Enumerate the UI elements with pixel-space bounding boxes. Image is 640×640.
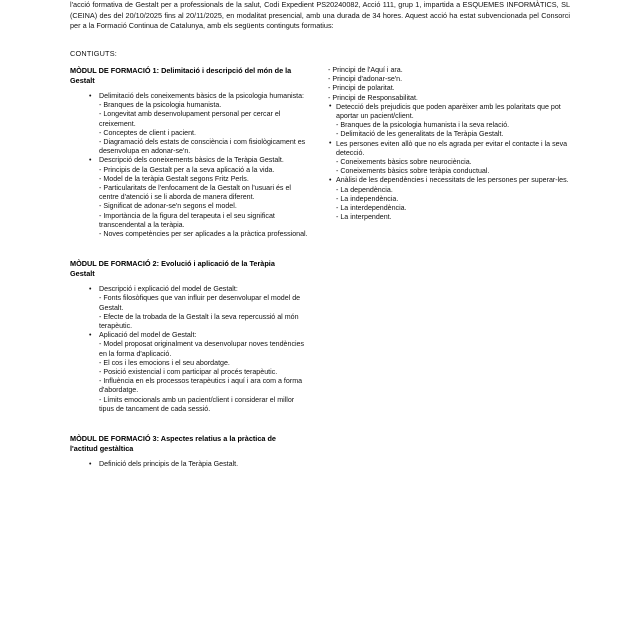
module-1-bullet-list [70, 92, 310, 239]
sub-line: - Particularitats de l'enfocament de la Gestalt on l'usuari és el centre d'atenció i se li aborda de manera diferent. [99, 184, 291, 202]
dash-line: - Principi d'adonar-se'n. [328, 75, 403, 84]
intro-paragraph: l'acció formativa de Gestalt per a professionals de la salut, Codi Expedient PS20240082, Acció 111, grup 1, impartida a ESQUEMES INFORMÀTICS, SL (CEINA) des del 20/10/2025 fins al 20/11/2025, en modalitat presencial, amb una durada de 34 hores. Aquest acció ha estat subvencionada pel Consorci per a la Formació Continua de Catalunya, amb els següents continguts formatius: [70, 0, 570, 31]
dash-line: - Principi de Responsabilitat. [328, 93, 418, 102]
sub-line: - Delimitació de les generalitats de la Teràpia Gestalt. [336, 130, 504, 139]
bullet-label: Aplicació del model de Gestalt: [99, 331, 197, 340]
sub-line: - Efecte de la trobada de la Gestalt i la seva repercussió al món terapèutic. [99, 312, 299, 331]
sub-line: - Coneixements bàsics sobre teràpia conductual. [336, 167, 490, 176]
sub-line: - La dependència. [336, 185, 393, 194]
list-item [326, 140, 576, 177]
bullet-label: Descripció i explicació del model de Gestalt: [99, 285, 238, 294]
sub-line: - Branques de la psicologia humanista. [99, 101, 222, 110]
list-item [86, 331, 310, 414]
list-item [86, 460, 310, 469]
sub-line: - Principis de la Gestalt per a la seva aplicació a la vida. [99, 165, 275, 174]
dash-line: - Principi de l'Aquí i ara. [328, 66, 403, 74]
sub-line: - Posició existencial i com participar al procés terapèutic. [99, 368, 278, 377]
module-3-bullet-list [70, 460, 310, 469]
right-column [318, 66, 576, 222]
list-item [326, 103, 576, 140]
module-3-title: MÒDUL DE FORMACIÓ 3: Aspectes relatius a la pràctica de l'actitud gestàltica [70, 434, 276, 454]
bullet-label: Descripció dels coneixements bàsics de la Teràpia Gestalt. [99, 156, 284, 165]
sub-line: - La interdependència. [336, 204, 407, 213]
right-bullet-list [318, 103, 576, 223]
sub-line: - Influència en els processos terapèutics i aquí i ara com a forma d'abordatge. [99, 377, 303, 395]
sub-line: - Model proposat originalment va desenvolupar noves tendències en la forma d'aplicació. [99, 340, 305, 358]
sub-line: - La interpendent. [336, 213, 392, 222]
sub-line: - Diagramació dels estats de consciència i com fisiològicament es desenvolupa en adonar-se'n. [99, 138, 306, 156]
sub-line: - Conceptes de client i pacient. [99, 128, 197, 137]
module-1-title: MÒDUL DE FORMACIÓ 1: Delimitació i descripció del món de la Gestalt [70, 66, 292, 85]
dash-line: - Principi de polaritat. [328, 84, 395, 93]
sub-line: - El cos i les emocions i el seu abordatge. [99, 358, 230, 367]
module-2-title: MÒDUL DE FORMACIÓ 2: Evolució i aplicació de la Teràpia Gestalt [70, 259, 275, 279]
sub-line: - Significat de adonar-se'n segons el model. [99, 202, 237, 211]
bullet-label: Anàlisi de les dependències i necessitats de les persones per superar-les. [336, 176, 569, 185]
right-leading-dashes [318, 66, 576, 103]
list-item [326, 176, 576, 222]
left-column [70, 66, 310, 469]
sub-line: - Límits emocionals amb un pacient/client i considerar el millor tipus de tancament de cada sessió. [99, 395, 295, 413]
intro-paragraph-block [70, 0, 570, 32]
list-item [86, 285, 310, 331]
sub-line: - Importància de la figura del terapeuta i el seu significat transcendental a la teràpia. [99, 211, 275, 229]
bullet-label: Definició dels principis de la Teràpia Gestalt. [99, 460, 239, 469]
sub-line: - Model de la teràpia Gestalt segons Fritz Perls. [99, 174, 249, 183]
bullet-label: Les persones eviten allò que no els agrada per evitar el contacte i la seva detecció. [336, 139, 568, 157]
contents-heading: CONTIGUTS: [70, 49, 117, 58]
module-2-bullet-list [70, 285, 310, 414]
sub-line: - Longevitat amb desenvolupament personal per cercar el creixement. [99, 110, 281, 128]
list-item [86, 156, 310, 239]
sub-line: - Noves competències per ser aplicades a la pràctica professional. [99, 230, 308, 239]
sub-line: - Fonts filosòfiques que van influir per desenvolupar el model de Gestalt. [99, 294, 301, 312]
bullet-label: Delimitació dels coneixements bàsics de la psicologia humanista: [99, 92, 305, 100]
sub-line: - La independència. [336, 194, 399, 203]
sub-line: - Branques de la psicologia humanista i la seva relació. [336, 121, 510, 130]
bullet-label: Detecció dels prejudicis que poden aparèixer amb les polaritats que pot aportar un pacient/client. [336, 102, 561, 121]
list-item [86, 92, 310, 156]
sub-line: - Coneixements bàsics sobre neurociència. [336, 158, 472, 167]
